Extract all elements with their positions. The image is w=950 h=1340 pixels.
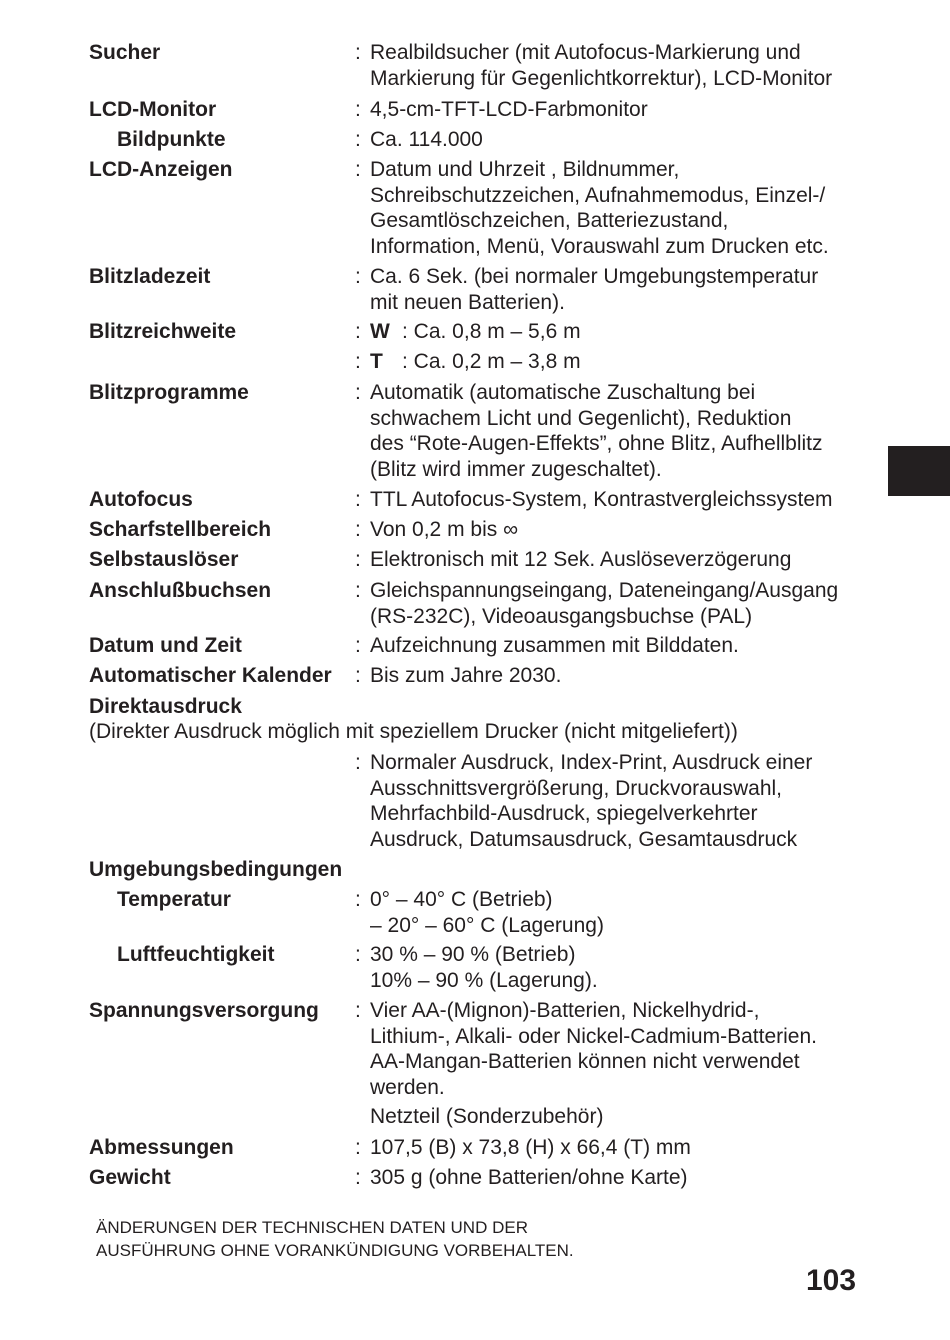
spec-label: Anschlußbuchsen bbox=[89, 579, 272, 602]
spec-label: Gewicht bbox=[89, 1166, 171, 1189]
spec-label: Umgebungsbedingungen bbox=[89, 858, 343, 881]
spec-note: (Direkter Ausdruck möglich mit speziellem Drucker (nicht mitgeliefert)) bbox=[89, 720, 738, 743]
spec-label: Direktausdruck bbox=[89, 695, 242, 718]
spec-label: Automatischer Kalender bbox=[89, 664, 332, 687]
spec-key: T bbox=[370, 350, 383, 373]
spec-value bbox=[370, 887, 870, 938]
spec-value-text: Elektronisch mit 12 Sek. Auslöseverzögerung bbox=[370, 548, 792, 571]
spec-value bbox=[370, 663, 870, 689]
spec-label: Luftfeuchtigkeit bbox=[117, 943, 275, 966]
spec-value-text: 4,5-cm-TFT-LCD-Farbmonitor bbox=[370, 98, 648, 121]
spec-value bbox=[370, 264, 870, 315]
spec-label: LCD-Monitor bbox=[89, 98, 217, 121]
spec-value-text: Von 0,2 m bis ∞ bbox=[370, 518, 519, 541]
spec-value-text: 0° – 40° C (Betrieb) – 20° – 60° C (Lagerung) bbox=[370, 888, 604, 937]
spec-colon: : bbox=[355, 350, 361, 373]
spec-colon: : bbox=[355, 999, 361, 1022]
spec-label: Bildpunkte bbox=[117, 128, 226, 151]
spec-colon: : bbox=[355, 943, 361, 966]
spec-colon: : bbox=[355, 664, 361, 687]
spec-value-text: Automatik (automatische Zuschaltung bei schwachem Licht und Gegenlicht), Reduktion des “Rote-Augen-Effekts”, ohne Blitz, Aufhellblitz (Blitz wird immer zugeschaltet). bbox=[370, 381, 823, 481]
spec-value bbox=[370, 319, 870, 345]
section-tab-marker bbox=[888, 446, 950, 496]
spec-colon: : bbox=[355, 548, 361, 571]
spec-label: Blitzprogramme bbox=[89, 381, 249, 404]
spec-colon: : bbox=[355, 579, 361, 602]
spec-label: Autofocus bbox=[89, 488, 193, 511]
spec-value bbox=[370, 1165, 870, 1191]
spec-value bbox=[370, 380, 870, 482]
spec-label: LCD-Anzeigen bbox=[89, 158, 233, 181]
spec-value bbox=[370, 349, 870, 375]
spec-colon: : bbox=[355, 488, 361, 511]
spec-label: Sucher bbox=[89, 41, 161, 64]
spec-value bbox=[370, 750, 870, 852]
spec-key: W bbox=[370, 320, 390, 343]
spec-value bbox=[370, 517, 870, 543]
spec-label: Abmessungen bbox=[89, 1136, 234, 1159]
spec-value bbox=[370, 633, 870, 659]
spec-colon: : bbox=[355, 634, 361, 657]
spec-label: Scharfstellbereich bbox=[89, 518, 272, 541]
spec-value bbox=[370, 97, 870, 123]
spec-colon: : bbox=[355, 128, 361, 151]
spec-value-text: Bis zum Jahre 2030. bbox=[370, 664, 562, 687]
footnote: ÄNDERUNGEN DER TECHNISCHEN DATEN UND DER AUSFÜHRUNG OHNE VORANKÜNDIGUNG VORBEHALTEN. bbox=[96, 1218, 574, 1260]
spec-value bbox=[370, 998, 870, 1100]
spec-value-text: Datum und Uhrzeit , Bildnummer, Schreibschutzzeichen, Aufnahmemodus, Einzel-/ Gesamtlöschzeichen, Batteriezustand, Information, Menü, Vorauswahl zum Drucken etc. bbox=[370, 158, 829, 258]
spec-colon: : bbox=[355, 1136, 361, 1159]
spec-value-text: 305 g (ohne Batterien/ohne Karte) bbox=[370, 1166, 688, 1189]
spec-value bbox=[370, 40, 870, 91]
spec-colon: : bbox=[355, 888, 361, 911]
spec-value bbox=[370, 578, 870, 629]
spec-colon: : bbox=[355, 751, 361, 774]
spec-label: Blitzladezeit bbox=[89, 265, 211, 288]
spec-colon: : bbox=[355, 381, 361, 404]
spec-value-text: Normaler Ausdruck, Index-Print, Ausdruck einer Ausschnittsvergrößerung, Druckvorauswahl, Mehrfachbild-Ausdruck, spiegelverkehrter Ausdruck, Datumsausdruck, Gesamtausdruck bbox=[370, 751, 813, 851]
spec-value-text: Aufzeichnung zusammen mit Bilddaten. bbox=[370, 634, 739, 657]
spec-label: Datum und Zeit bbox=[89, 634, 242, 657]
spec-colon: : bbox=[355, 98, 361, 121]
spec-value-text: Ca. 114.000 bbox=[370, 128, 483, 151]
spec-value-text: Gleichspannungseingang, Dateneingang/Ausgang (RS-232C), Videoausgangsbuchse (PAL) bbox=[370, 579, 839, 628]
spec-value-text: : Ca. 0,8 m – 5,6 m bbox=[402, 320, 581, 343]
spec-label: Spannungsversorgung bbox=[89, 999, 319, 1022]
spec-value-text: 107,5 (B) x 73,8 (H) x 66,4 (T) mm bbox=[370, 1136, 691, 1159]
spec-label: Selbstauslöser bbox=[89, 548, 239, 571]
spec-value bbox=[370, 127, 870, 153]
spec-label: Blitzreichweite bbox=[89, 320, 237, 343]
spec-value-text: : Ca. 0,2 m – 3,8 m bbox=[402, 350, 581, 373]
spec-value-text: Ca. 6 Sek. (bei normaler Umgebungstemperatur mit neuen Batterien). bbox=[370, 265, 819, 314]
spec-value bbox=[370, 487, 870, 513]
spec-value-text: Vier AA-(Mignon)-Batterien, Nickelhydrid-, Lithium-, Alkali- oder Nickel-Cadmium-Batterien. AA-Mangan-Batterien können nicht verwendet werden. bbox=[370, 999, 817, 1099]
spec-colon: : bbox=[355, 1166, 361, 1189]
spec-value bbox=[370, 1104, 870, 1130]
spec-value bbox=[370, 1135, 870, 1161]
spec-value bbox=[370, 547, 870, 573]
spec-colon: : bbox=[355, 265, 361, 288]
spec-value-text: Realbildsucher (mit Autofocus-Markierung und Markierung für Gegenlichtkorrektur), LCD-Monitor bbox=[370, 41, 833, 90]
spec-value bbox=[370, 157, 870, 259]
spec-value-text: Netzteil (Sonderzubehör) bbox=[370, 1105, 604, 1128]
spec-label: Temperatur bbox=[117, 888, 231, 911]
spec-colon: : bbox=[355, 320, 361, 343]
page-number: 103 bbox=[806, 1264, 857, 1297]
spec-value-text: TTL Autofocus-System, Kontrastvergleichssystem bbox=[370, 488, 833, 511]
spec-colon: : bbox=[355, 158, 361, 181]
spec-colon: : bbox=[355, 41, 361, 64]
spec-colon: : bbox=[355, 518, 361, 541]
spec-value-text: 30 % – 90 % (Betrieb) 10% – 90 % (Lagerung). bbox=[370, 943, 598, 992]
spec-value bbox=[370, 942, 870, 993]
